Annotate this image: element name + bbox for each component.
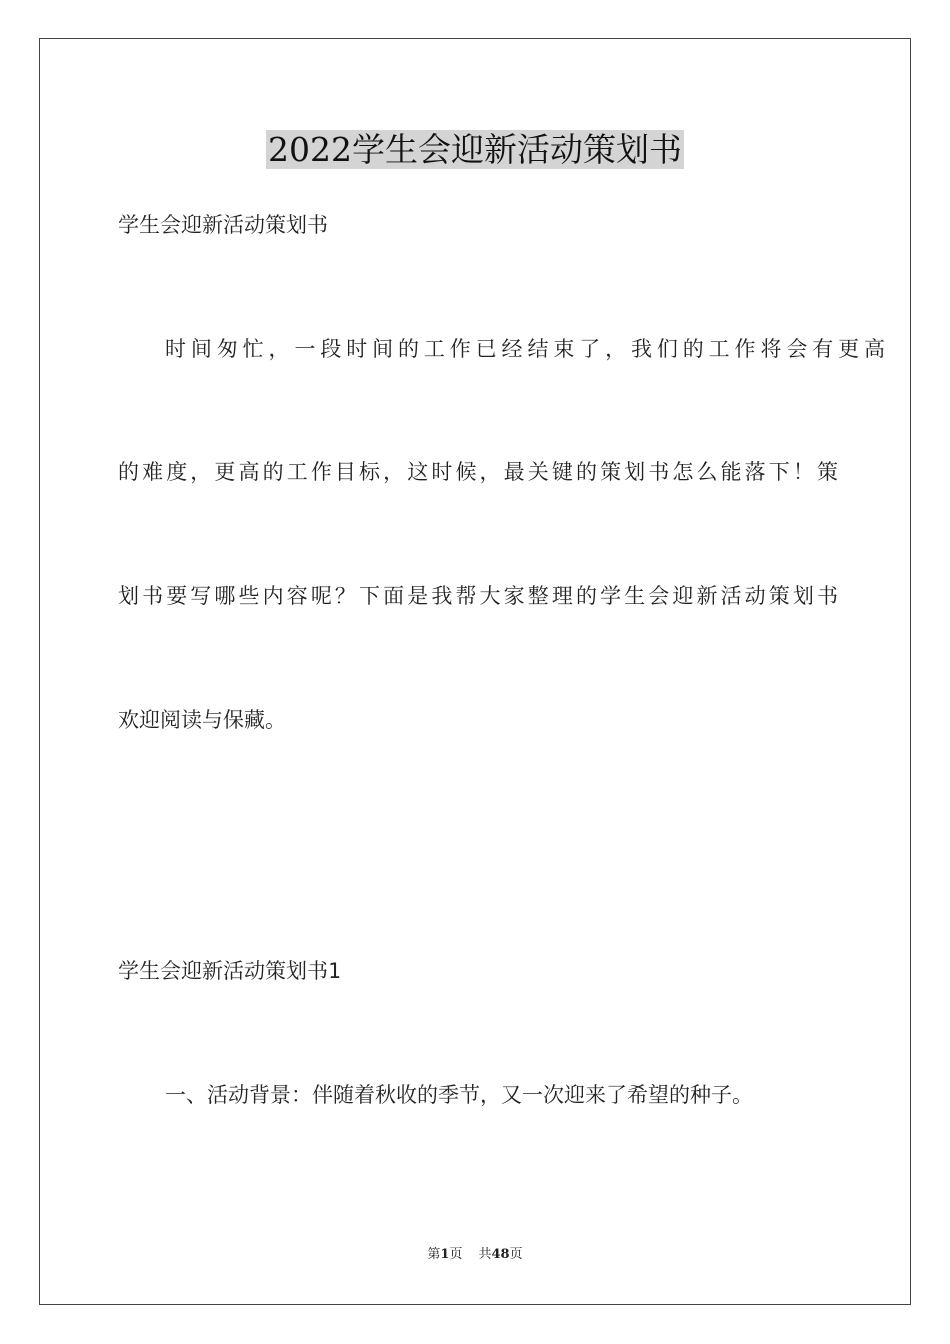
intro-line-3: 划书要写哪些内容呢？下面是我帮大家整理的学生会迎新活动策划书	[118, 584, 838, 608]
footer-page-prefix: 第	[427, 1247, 441, 1262]
footer-total-pages: 48	[491, 1247, 510, 1262]
page-footer	[0, 1246, 950, 1264]
footer-total-suffix: 页	[509, 1247, 523, 1262]
footer-page-number: 1	[440, 1247, 450, 1262]
intro-line-2: 的难度，更高的工作目标，这时候，最关键的策划书怎么能落下！策	[118, 460, 838, 484]
section-paragraph-line: 一、活动背景：伴随着秋收的季节，又一次迎来了希望的种子。	[165, 1083, 753, 1107]
section-heading: 学生会迎新活动策划书1	[118, 959, 341, 983]
footer-total-prefix: 共	[478, 1247, 492, 1262]
document-subtitle: 学生会迎新活动策划书	[118, 213, 328, 237]
intro-line-1: 时间匆忙，一段时间的工作已经结束了，我们的工作将会有更高	[165, 337, 885, 361]
document-title-text: 2022学生会迎新活动策划书	[268, 130, 682, 169]
document-title	[0, 128, 950, 172]
footer-page-suffix: 页	[449, 1247, 463, 1262]
intro-line-4: 欢迎阅读与保藏。	[118, 708, 286, 732]
